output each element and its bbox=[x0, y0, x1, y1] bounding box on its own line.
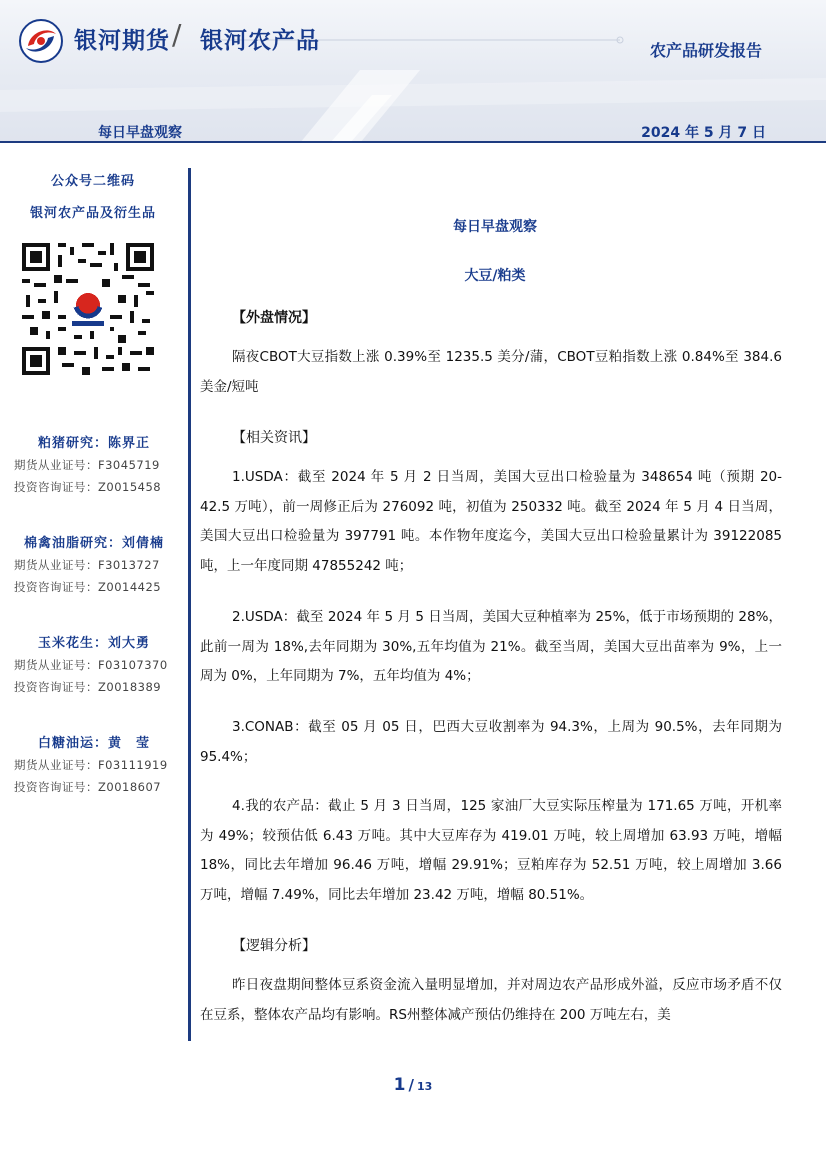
page-number bbox=[0, 1075, 826, 1095]
analyst-futures-license: 期货从业证号：F3013727 bbox=[14, 558, 160, 572]
section-heading-overseas: 【外盘情况】 bbox=[232, 310, 316, 326]
report-subtitle: 大豆/粕类 bbox=[464, 268, 526, 284]
report-type: 农产品研发报告 bbox=[649, 41, 762, 60]
news-paragraph-3: 3.CONAB：截至 05 月 05 日，巴西大豆收割率为 94.3%，上周为 90.5%，去年同期为 95.4%； bbox=[200, 719, 782, 765]
logic-paragraph: 昨日夜盘期间整体豆系资金流入量明显增加，并对周边农产品形成外溢，反应市场矛盾不仅在豆系，整体农产品均有影响。RS州整体减产预估仍维持在 200 万吨左右，美 bbox=[200, 977, 782, 1023]
news-paragraph-1: 1.USDA：截至 2024 年 5 月 2 日当周，美国大豆出口检验量为 348654 吨（预期 20-42.5 万吨），前一周修正后为 276092 吨，初值为 250332 吨。截至 2024 年 5 月 4 日当周，美国大豆出口检验量为 397791 吨。本作物年度迄今，美国大豆出口检验量累计为 39122085 吨，上一年度同期 47855242 吨； bbox=[200, 469, 782, 574]
analyst-futures-license: 期货从业证号：F3045719 bbox=[14, 458, 160, 472]
news-paragraph-2: 2.USDA：截至 2024 年 5 月 5 日当周，美国大豆种植率为 25%，低于市场预期的 28%，此前一周为 18%,去年同期为 30%,五年均值为 21%。截至当周，美国大豆出苗率为 9%，上一周为 0%，上年同期为 7%，五年均值为 4%； bbox=[200, 609, 782, 684]
galaxy-logo-icon bbox=[18, 18, 64, 64]
analyst-name: 玉米花生：刘大勇 bbox=[37, 636, 150, 651]
analyst-advisory-license: 投资咨询证号：Z0018607 bbox=[14, 780, 162, 794]
news-paragraph-4: 4.我的农产品：截止 5 月 3 日当周，125 家油厂大豆实际压榨量为 171.65 万吨，开机率为 49%；较预估低 6.43 万吨。其中大豆库存为 419.01 万吨，较上周增加 63.93 万吨，增幅 18%，同比去年增加 96.46 万吨，增幅 29.91%；豆粕库存为 52.51 万吨，较上周增加 3.66 万吨，增幅 7.49%，同比去年增加 23.42 万吨，增幅 80.51%。 bbox=[200, 798, 782, 903]
analyst-futures-license: 期货从业证号：F03111919 bbox=[14, 758, 168, 772]
report-header bbox=[0, 0, 826, 143]
header-divider bbox=[0, 141, 826, 143]
analyst-card bbox=[14, 432, 186, 495]
qr-caption-title: 公众号二维码 bbox=[50, 174, 135, 189]
header-section-title: 每日早盘观察 bbox=[98, 125, 182, 141]
analyst-advisory-license: 投资咨询证号：Z0015458 bbox=[14, 480, 162, 494]
brand-subname: 银河农产品 bbox=[200, 28, 320, 54]
qr-caption-account: 银河农产品及衍生品 bbox=[29, 206, 156, 221]
analyst-name: 粕猪研究：陈界正 bbox=[37, 436, 150, 451]
report-date: 2024 年 5 月 7 日 bbox=[641, 125, 766, 141]
brand-name: 银河期货 bbox=[74, 28, 170, 54]
analyst-name: 白糖油运：黄 莹 bbox=[37, 736, 150, 751]
sidebar-divider bbox=[188, 168, 191, 1041]
page-separator: / bbox=[408, 1076, 414, 1094]
analyst-card bbox=[14, 632, 186, 695]
qr-code-icon[interactable] bbox=[22, 243, 154, 375]
analyst-advisory-license: 投资咨询证号：Z0018389 bbox=[14, 680, 162, 694]
analyst-futures-license: 期货从业证号：F03107370 bbox=[14, 658, 168, 672]
section-heading-logic: 【逻辑分析】 bbox=[232, 938, 316, 954]
brand-separator: / bbox=[172, 18, 182, 51]
analyst-advisory-license: 投资咨询证号：Z0014425 bbox=[14, 580, 162, 594]
analyst-card bbox=[14, 732, 186, 795]
current-page: 1 bbox=[393, 1075, 406, 1095]
section-heading-news: 【相关资讯】 bbox=[232, 430, 316, 446]
total-pages: 13 bbox=[417, 1080, 433, 1093]
analyst-name: 棉禽油脂研究：刘倩楠 bbox=[23, 536, 164, 551]
report-title: 每日早盘观察 bbox=[453, 219, 537, 235]
analyst-card bbox=[14, 532, 186, 595]
overseas-paragraph: 隔夜CBOT大豆指数上涨 0.39%至 1235.5 美分/蒲，CBOT豆粕指数上涨 0.84%至 384.6 美金/短吨 bbox=[200, 349, 782, 395]
